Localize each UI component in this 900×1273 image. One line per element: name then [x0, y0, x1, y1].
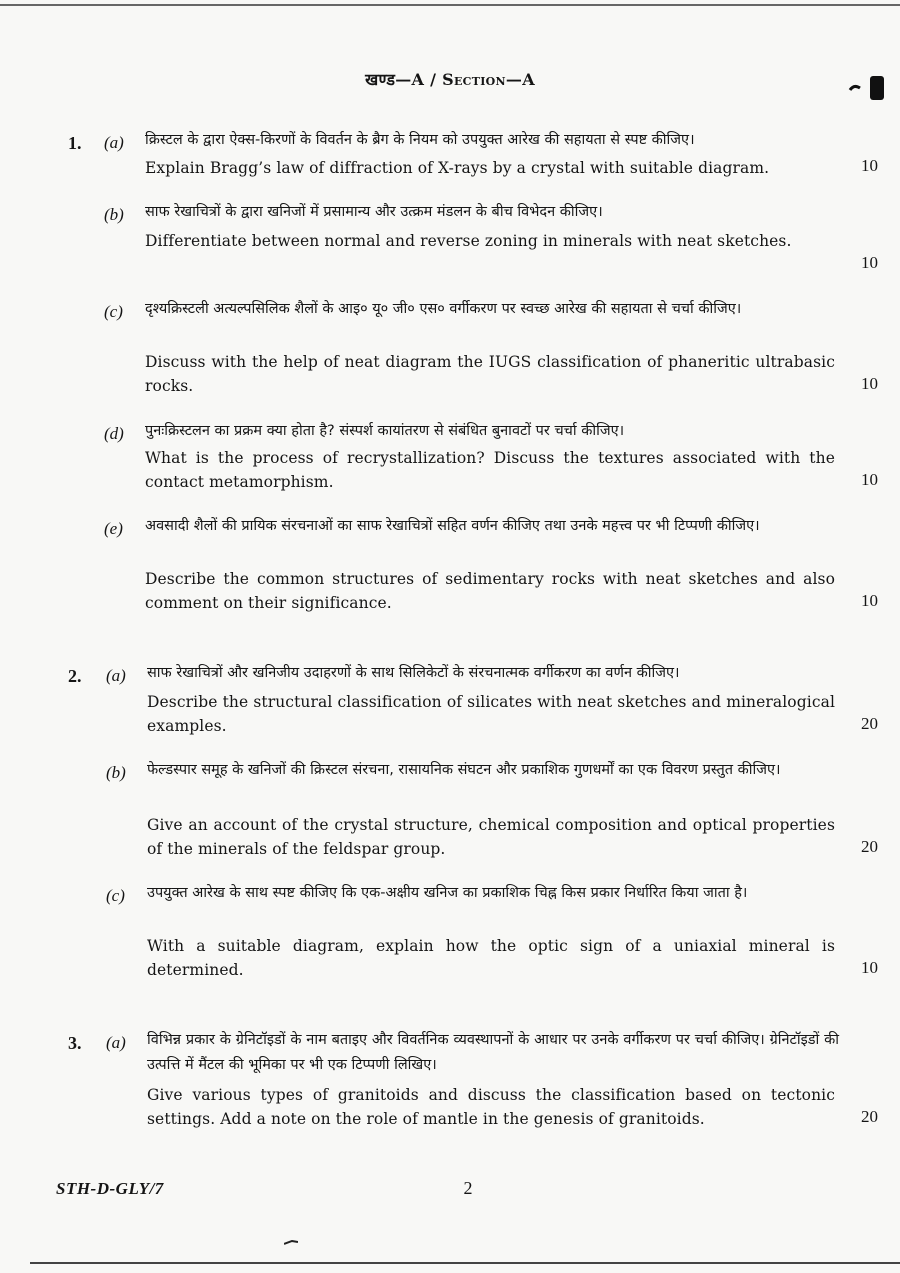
part-text-english: Describe the common structures of sedimentary rocks with neat sketches and also comment on their significance. — [145, 570, 835, 612]
part-text-english: Explain Bragg’s law of diffraction of X-rays by a crystal with suitable diagram. — [145, 159, 770, 177]
section-header-hindi: खण्ड—A — [365, 70, 425, 89]
page-number: 2 — [463, 1178, 473, 1198]
part-marks: 10 — [861, 958, 878, 977]
part-marks: 20 — [861, 1107, 878, 1126]
ink-smudge — [284, 1240, 298, 1245]
part-label: (a) — [106, 1033, 126, 1052]
part-label: (a) — [106, 666, 126, 685]
part-text-english: Discuss with the help of neat diagram the IUGS classification of phaneritic ultrabasic rocks. — [145, 353, 835, 395]
part-text-hindi: क्रिस्टल के द्वारा ऐक्स-किरणों के विवर्तन के ब्रैग के नियम को उपयुक्त आरेख की सहायता से स्पष्ट कीजिए। — [145, 132, 695, 148]
part-text-english: Differentiate between normal and reverse zoning in minerals with neat sketches. — [145, 232, 792, 250]
part-label: (b) — [104, 205, 124, 224]
paper-code: STH-D-GLY/7 — [56, 1179, 164, 1198]
part-marks: 10 — [861, 591, 878, 610]
part-label: (c) — [106, 886, 125, 905]
part-text-hindi: दृश्यक्रिस्टली अत्यल्पसिलिक शैलों के आइ० यू० जी० एस० वर्गीकरण पर स्वच्छ आरेख की सहायता से चर्चा कीजिए। — [145, 301, 742, 317]
part-marks: 10 — [861, 374, 878, 393]
part-text-hindi: साफ रेखाचित्रों और खनिजीय उदाहरणों के साथ सिलिकेटों के संरचनात्मक वर्गीकरण का वर्णन कीजिए। — [147, 665, 680, 681]
part-text-english: What is the process of recrystallization? Discuss the textures associated with the contact metamorphism. — [145, 449, 835, 491]
part-marks: 10 — [861, 470, 878, 489]
bottom-edge-line — [30, 1262, 900, 1264]
part-text-hindi: साफ रेखाचित्रों के द्वारा खनिजों में प्रसामान्य और उत्क्रम मंडलन के बीच विभेदन कीजिए। — [145, 204, 603, 220]
part-text-hindi: पुनःक्रिस्टलन का प्रक्रम क्या होता है? संस्पर्श कायांतरण से संबंधित बुनावटों पर चर्चा कीजिए। — [145, 423, 625, 439]
question-number: 2. — [68, 666, 82, 686]
part-label: (b) — [106, 763, 126, 782]
part-text-english: Give an account of the crystal structure, chemical composition and optical properties of the minerals of the feldspar group. — [147, 816, 835, 858]
part-text-english: Give various types of granitoids and discuss the classification based on tectonic settings. Add a note on the role of mantle in the genesis of granitoids. — [147, 1086, 835, 1128]
section-header — [0, 68, 900, 90]
part-text-english: Describe the structural classification of silicates with neat sketches and mineralogical examples. — [147, 693, 835, 735]
part-text-hindi: उपयुक्त आरेख के साथ स्पष्ट कीजिए कि एक-अक्षीय खनिज का प्रकाशिक चिह्न किस प्रकार निर्धारित किया जाता है। — [147, 885, 748, 901]
corner-ink-mark — [848, 72, 888, 102]
part-marks: 20 — [861, 714, 878, 733]
part-text-hindi: फेल्डस्पार समूह के खनिजों की क्रिस्टल संरचना, रासायनिक संघटन और प्रकाशिक गुणधर्मों का एक विवरण प्रस्तुत कीजिए। — [147, 762, 781, 778]
question-number: 3. — [68, 1033, 82, 1053]
part-text-hindi: विभिन्न प्रकार के ग्रेनिटॉइडों के नाम बताइए और विवर्तनिक व्यवस्थापनों के आधार पर उनके वर्गीकरण पर चर्चा कीजिए। ग्रेनिटॉइडों की उत्पत्ति में मैंटल की भूमिका पर भी एक टिप्पणी लिखिए। — [147, 1032, 839, 1073]
part-label: (d) — [104, 424, 124, 443]
question-number: 1. — [68, 133, 82, 153]
section-header-english: Section—A — [442, 70, 535, 89]
part-label: (e) — [104, 519, 123, 538]
part-marks: 20 — [861, 837, 878, 856]
part-label: (a) — [104, 133, 124, 152]
part-marks: 10 — [861, 253, 878, 272]
part-marks: 10 — [861, 156, 878, 175]
top-edge-line — [0, 4, 900, 6]
section-header-separator: / — [430, 70, 437, 89]
part-text-hindi: अवसादी शैलों की प्रायिक संरचनाओं का साफ रेखाचित्रों सहित वर्णन कीजिए तथा उनके महत्त्व पर भी टिप्पणी कीजिए। — [145, 518, 760, 534]
part-text-english: With a suitable diagram, explain how the optic sign of a uniaxial mineral is determined. — [147, 937, 835, 979]
part-label: (c) — [104, 302, 123, 321]
